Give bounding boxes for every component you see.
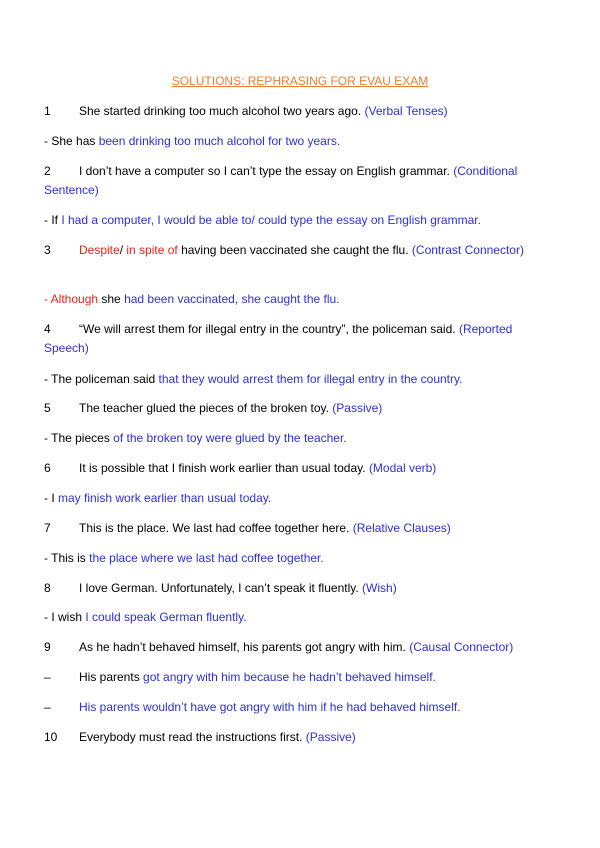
- question-text: This is the place. We last had coffee together here.: [79, 521, 350, 535]
- question-9: [44, 638, 564, 657]
- question-7: [44, 519, 564, 538]
- grammar-tag: (Passive): [305, 730, 356, 744]
- question-text: Everybody must read the instructions first.: [79, 730, 303, 744]
- question-6: [44, 459, 564, 478]
- question-1: [44, 102, 564, 121]
- question-number: 3: [44, 243, 51, 257]
- grammar-tag: (Relative Clauses): [352, 521, 451, 535]
- question-2: [44, 162, 554, 200]
- connector-in-spite-of: in spite of: [126, 243, 178, 257]
- question-text: I love German. Unfortunately, I can’t speak it fluently.: [79, 581, 359, 595]
- grammar-tag: (Conditional Sentence): [44, 164, 518, 197]
- question-number: 1: [44, 104, 51, 118]
- answer-2: [44, 211, 564, 230]
- answer-5: [44, 429, 564, 448]
- answer-prefix: - The pieces: [44, 431, 114, 445]
- grammar-tag: (Verbal Tenses): [364, 104, 448, 118]
- answer-text: I could speak German fluently.: [85, 610, 247, 624]
- answer-prefix: - If: [44, 213, 62, 227]
- question-4: [44, 320, 554, 358]
- answer-dash: –: [44, 670, 51, 684]
- answer-prefix: - This is: [44, 551, 90, 565]
- answer-text: the place where we last had coffee together.: [89, 551, 324, 565]
- grammar-tag: (Wish): [362, 581, 397, 595]
- question-text: It is possible that I finish work earlier than usual today.: [79, 461, 366, 475]
- answer-9b: [44, 698, 564, 717]
- page-title: SOLUTIONS: REPHRASING FOR EVAU EXAM: [171, 74, 429, 88]
- question-number: 4: [44, 322, 51, 336]
- answer-text: I had a computer, I would be able to/ could type the essay on English grammar.: [61, 213, 481, 227]
- question-number: 6: [44, 461, 51, 475]
- answer-6: [44, 489, 564, 508]
- answer-prefix: His parents: [79, 670, 144, 684]
- question-text: having been vaccinated she caught the flu.: [177, 243, 409, 257]
- answer-text: been drinking too much alcohol for two years.: [98, 134, 341, 148]
- connector-separator: /: [119, 243, 127, 257]
- answer-prefix: - She has: [44, 134, 99, 148]
- question-number: 10: [44, 730, 58, 744]
- question-10: [44, 728, 564, 747]
- answer-9a: [44, 668, 564, 687]
- grammar-tag: (Contrast Connector): [411, 243, 524, 257]
- grammar-tag: (Causal Connector): [409, 640, 514, 654]
- answer-text: that they would arrest them for illegal entry in the country.: [158, 372, 463, 386]
- answer-8: [44, 608, 564, 627]
- answer-connector: - Although: [44, 292, 99, 306]
- answer-prefix: - I wish: [44, 610, 86, 624]
- answer-4: [44, 370, 564, 389]
- answer-prefix: - The policeman said: [44, 372, 159, 386]
- question-8: [44, 579, 564, 598]
- question-text: She started drinking too much alcohol two years ago.: [79, 104, 362, 118]
- answer-prefix: - I: [44, 491, 58, 505]
- answer-text: may finish work earlier than usual today.: [58, 491, 272, 505]
- grammar-tag: (Passive): [332, 401, 383, 415]
- question-number: 2: [44, 164, 51, 178]
- answer-dash: –: [44, 700, 51, 714]
- question-3: [44, 241, 554, 260]
- question-text: “We will arrest them for illegal entry in the country”, the policeman said.: [79, 322, 456, 336]
- connector-despite: Despite: [79, 243, 120, 257]
- question-number: 5: [44, 401, 51, 415]
- answer-7: [44, 549, 564, 568]
- grammar-tag: (Modal verb): [368, 461, 437, 475]
- answer-text: of the broken toy were glued by the teacher.: [113, 431, 347, 445]
- question-number: 7: [44, 521, 51, 535]
- question-text: The teacher glued the pieces of the broken toy.: [79, 401, 329, 415]
- question-text: As he hadn’t behaved himself, his parents got angry with him.: [79, 640, 406, 654]
- answer-3: [44, 290, 564, 309]
- question-number: 8: [44, 581, 51, 595]
- grammar-tag: (Reported Speech): [44, 322, 513, 355]
- question-number: 9: [44, 640, 51, 654]
- answer-prefix: she: [98, 292, 125, 306]
- question-5: [44, 399, 564, 418]
- answer-1: [44, 132, 564, 151]
- question-text: I don’t have a computer so I can’t type the essay on English grammar.: [79, 164, 450, 178]
- answer-text: His parents wouldn’t have got angry with him if he had behaved himself.: [79, 700, 461, 714]
- answer-text: got angry with him because he hadn’t behaved himself.: [143, 670, 436, 684]
- answer-text: had been vaccinated, she caught the flu.: [124, 292, 340, 306]
